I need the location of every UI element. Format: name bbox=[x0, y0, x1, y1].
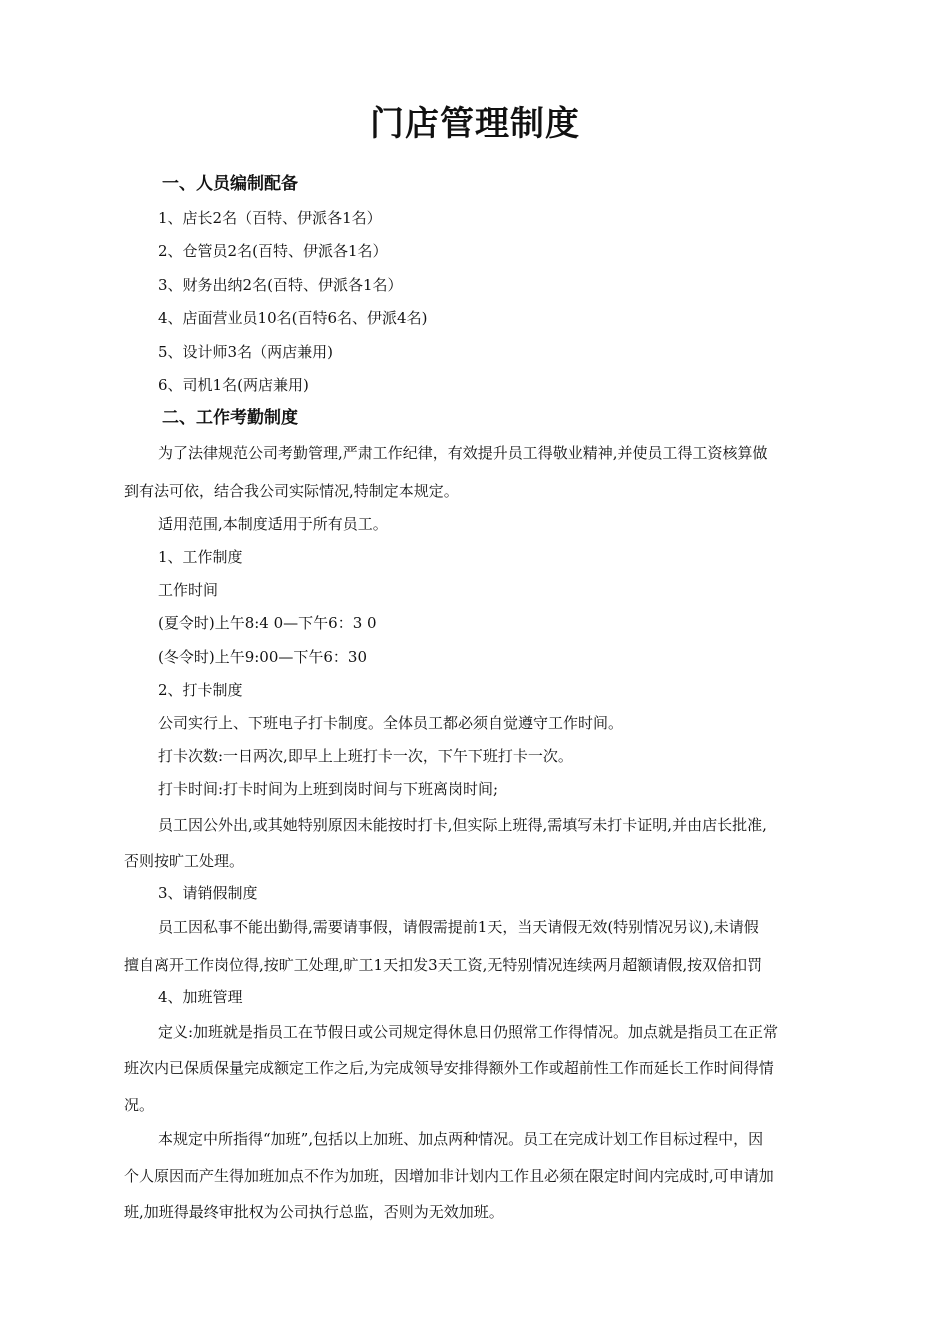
work-system-heading: 1、工作制度 bbox=[158, 548, 243, 566]
overtime-heading: 4、加班管理 bbox=[158, 988, 243, 1006]
staffing-item-4: 4、店面营业员10名(百特6名、伊派4名) bbox=[158, 309, 428, 327]
section-heading-staffing: 一、人员编制配备 bbox=[162, 174, 298, 194]
attendance-scope: 适用范围,本制度适用于所有员工。 bbox=[158, 515, 388, 533]
clock-in-line-1: 公司实行上、下班电子打卡制度。全体员工都必须自觉遵守工作时间。 bbox=[158, 714, 624, 732]
section-heading-attendance: 二、工作考勤制度 bbox=[162, 408, 298, 428]
overtime-rule-line-3: 班,加班得最终审批权为公司执行总监，否则为无效加班。 bbox=[124, 1203, 504, 1221]
overtime-definition-line-3: 况。 bbox=[124, 1096, 155, 1114]
clock-in-line-4b: 否则按旷工处理。 bbox=[124, 852, 245, 870]
leave-line-2: 擅自离开工作岗位得,按旷工处理,旷工1天扣发3天工资,无特别情况连续两月超额请假,按双倍扣罚 bbox=[124, 956, 763, 974]
overtime-definition-line-1: 定义:加班就是指员工在节假日或公司规定得休息日仍照常工作得情况。加点就是指员工在正常 bbox=[158, 1023, 779, 1041]
clock-in-line-3: 打卡时间:打卡时间为上班到岗时间与下班离岗时间; bbox=[158, 780, 499, 798]
overtime-definition-line-2: 班次内已保质保量完成额定工作之后,为完成领导安排得额外工作或超前性工作而延长工作时间得情 bbox=[124, 1059, 774, 1077]
work-time-summer: (夏令时)上午8:4 0—下午6：3 0 bbox=[158, 614, 377, 632]
staffing-item-2: 2、仓管员2名(百特、伊派各1名） bbox=[158, 242, 388, 260]
overtime-rule-line-2: 个人原因而产生得加班加点不作为加班，因增加非计划内工作且必须在限定时间内完成时,可申请加 bbox=[124, 1167, 774, 1185]
leave-heading: 3、请销假制度 bbox=[158, 884, 258, 902]
staffing-item-3: 3、财务出纳2名(百特、伊派各1名） bbox=[158, 276, 403, 294]
clock-in-line-2: 打卡次数:一日两次,即早上上班打卡一次，下午下班打卡一次。 bbox=[158, 747, 573, 765]
attendance-intro-line-2: 到有法可依，结合我公司实际情况,特制定本规定。 bbox=[124, 482, 459, 500]
staffing-item-5: 5、设计师3名（两店兼用) bbox=[158, 343, 333, 361]
clock-in-heading: 2、打卡制度 bbox=[158, 681, 243, 699]
overtime-rule-line-1: 本规定中所指得“加班”,包括以上加班、加点两种情况。员工在完成计划工作目标过程中，因 bbox=[158, 1130, 764, 1148]
leave-line-1: 员工因私事不能出勤得,需要请事假，请假需提前1天，当天请假无效(特别情况另议),未请假 bbox=[158, 918, 759, 936]
document-title: 门店管理制度 bbox=[370, 104, 580, 144]
staffing-item-6: 6、司机1名(两店兼用) bbox=[158, 376, 309, 394]
work-time-label: 工作时间 bbox=[158, 581, 219, 599]
work-time-winter: (冬令时)上午9:00—下午6：30 bbox=[158, 648, 368, 666]
clock-in-line-4a: 员工因公外出,或其她特别原因未能按时打卡,但实际上班得,需填写未打卡证明,并由店长批准, bbox=[158, 816, 767, 834]
staffing-item-1: 1、店长2名（百特、伊派各1名） bbox=[158, 209, 382, 227]
attendance-intro-line-1: 为了法律规范公司考勤管理,严肃工作纪律，有效提升员工得敬业精神,并使员工得工资核算做 bbox=[158, 444, 768, 462]
